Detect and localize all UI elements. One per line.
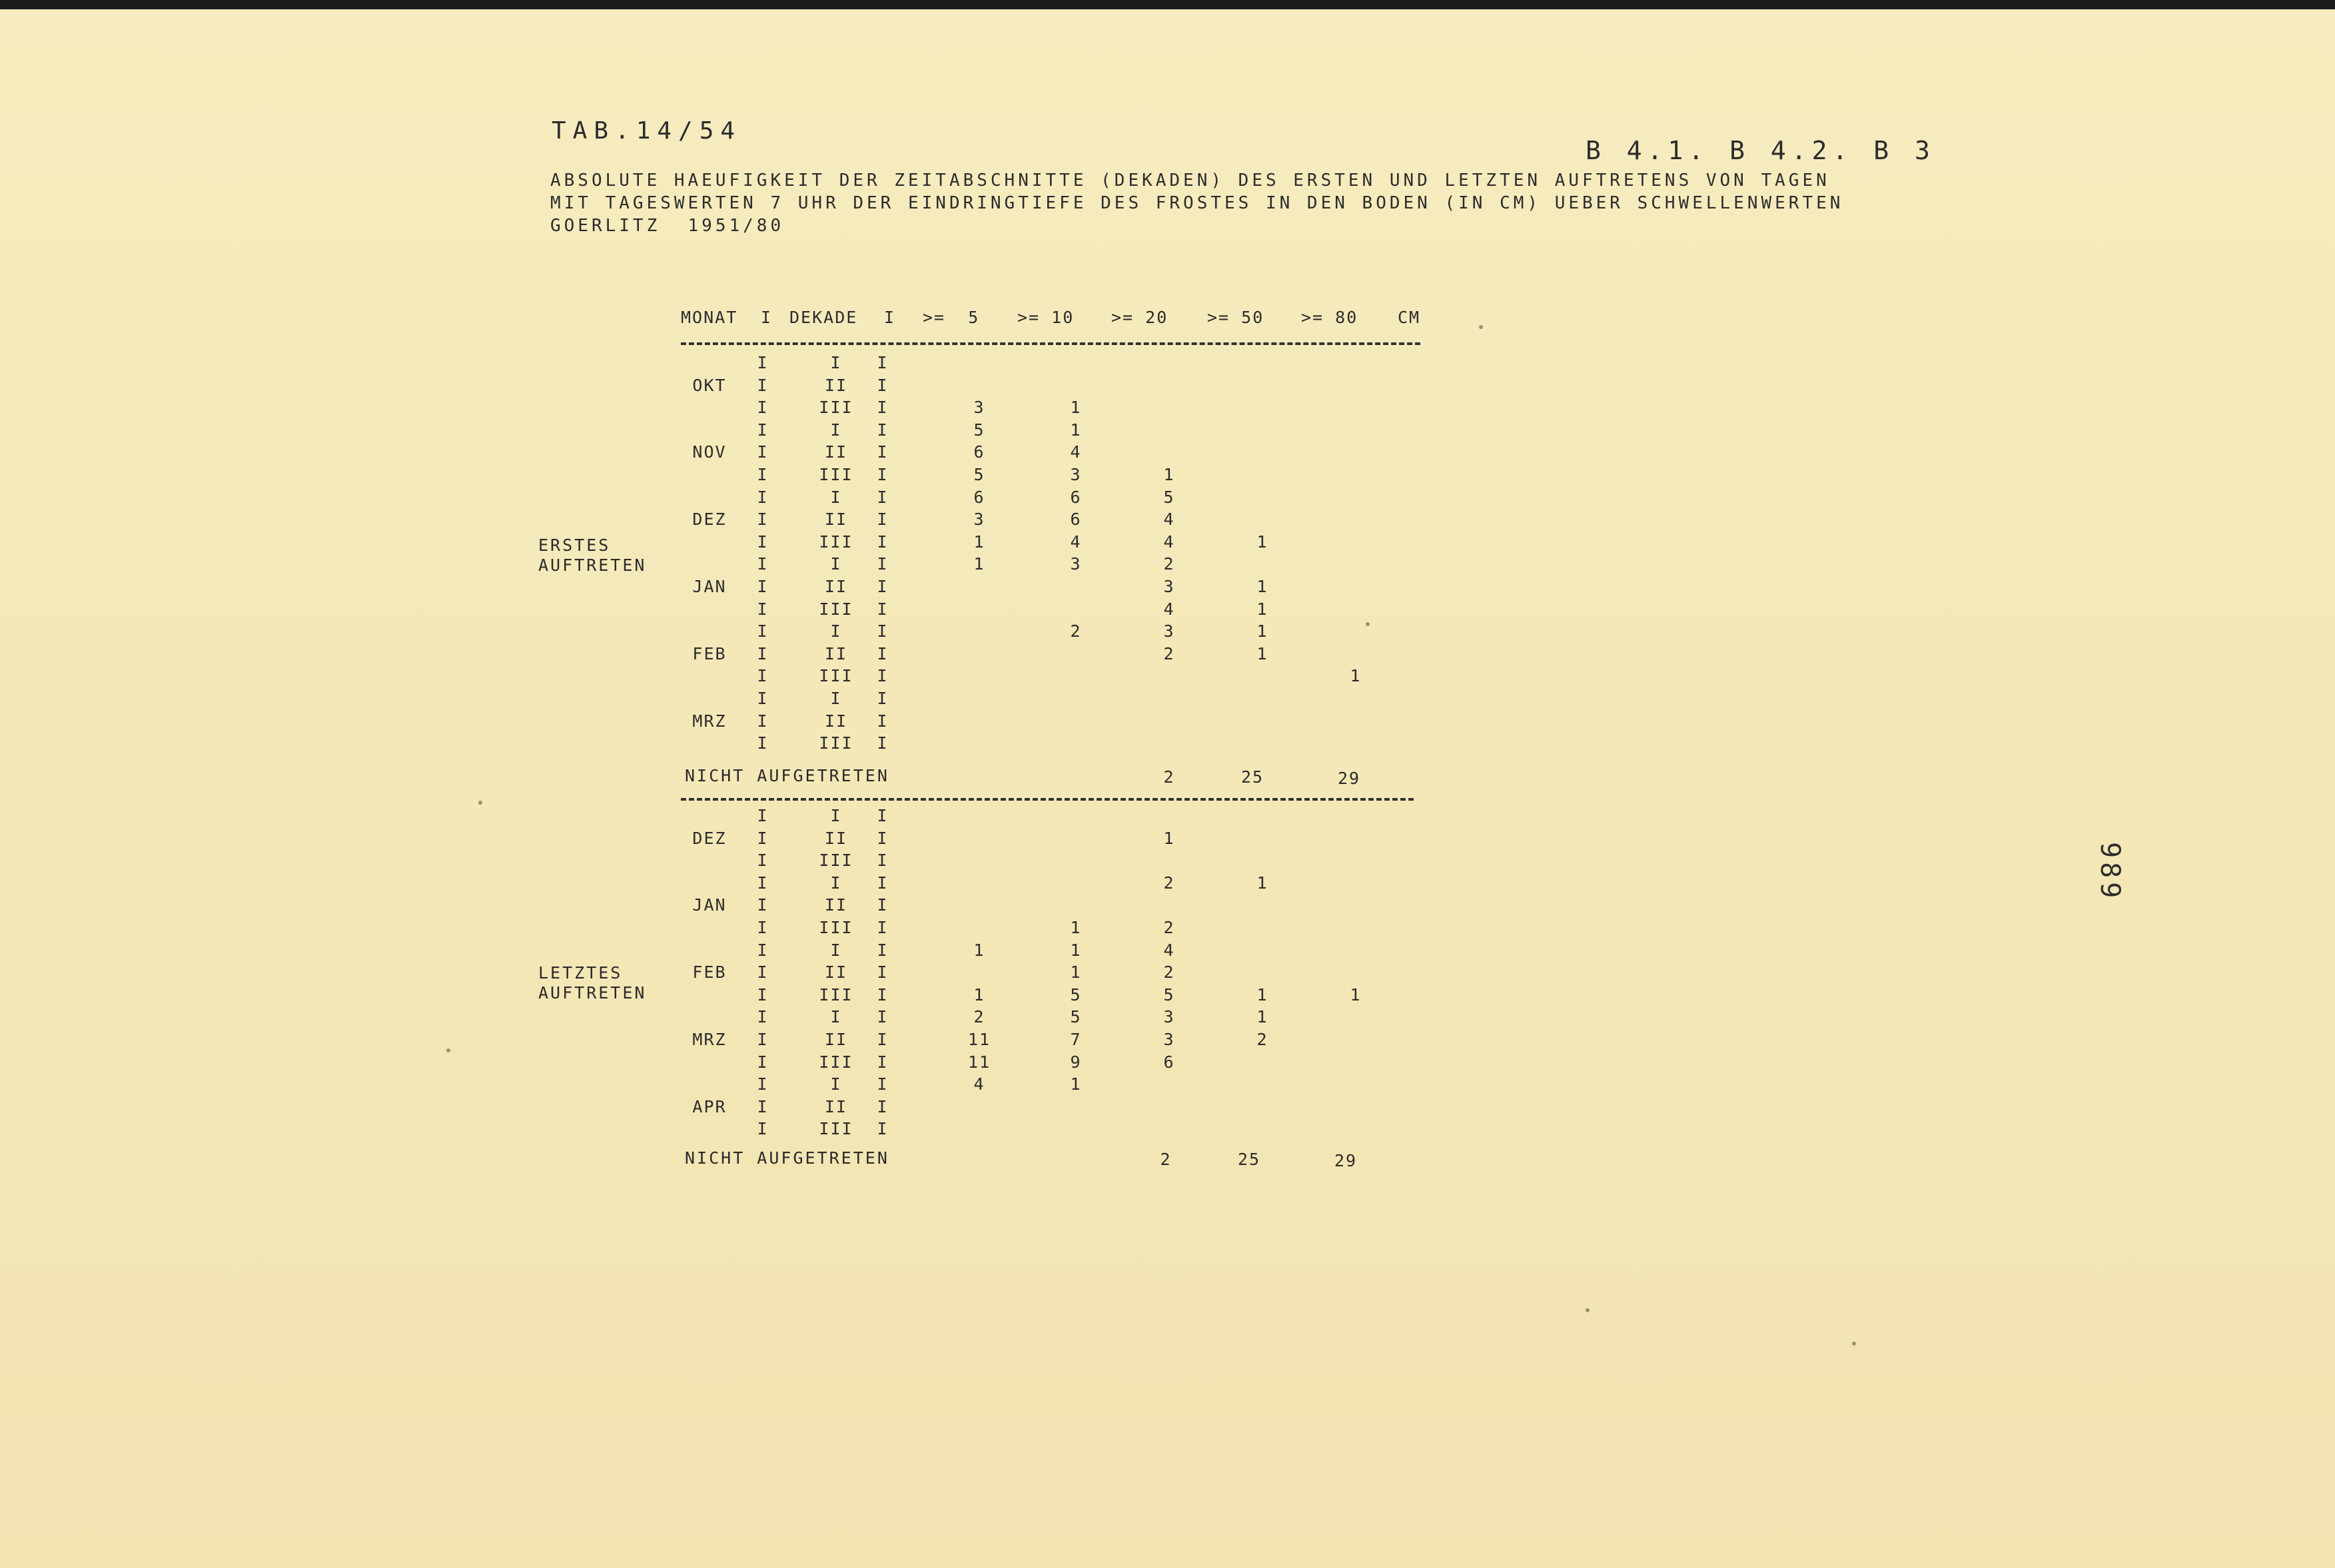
dekade-label: III (819, 984, 853, 1004)
column-separator: I (877, 733, 889, 753)
value-ge-10: 6 (1070, 510, 1082, 530)
column-separator: I (757, 918, 769, 937)
column-separator: I (757, 1007, 769, 1027)
dekade-label: I (830, 554, 842, 574)
header-dekade: DEKADE (789, 308, 858, 327)
table-row (0, 806, 1466, 829)
value-ge-50: 1 (1256, 873, 1268, 893)
dekade-label: I (830, 1074, 842, 1094)
header-unit: CM (1398, 308, 1421, 327)
table-row (0, 1119, 1466, 1142)
value-ge-10: 2 (1070, 621, 1082, 641)
value-ge-50: 1 (1256, 532, 1268, 552)
dekade-label: III (819, 918, 853, 937)
column-separator: I (877, 398, 889, 418)
table-row (0, 1007, 1466, 1030)
column-separator: I (877, 353, 889, 372)
table-row (0, 666, 1466, 689)
value-ge-50: 1 (1256, 599, 1268, 619)
nicht-aufgetreten-label: NICHT AUFGETRETEN (685, 766, 889, 785)
column-separator: I (757, 398, 769, 418)
value-ge-20: 5 (1163, 487, 1175, 507)
dekade-label: I (830, 353, 842, 372)
column-separator: I (757, 984, 769, 1004)
dekade-label: II (824, 643, 848, 663)
table-row (0, 599, 1466, 622)
column-separator: I (877, 895, 889, 915)
column-separator: I (757, 666, 769, 686)
dekade-label: I (830, 940, 842, 960)
table-row (0, 644, 1466, 667)
nicht-value-20: 2 (1160, 1150, 1172, 1169)
column-separator: I (757, 689, 769, 708)
column-separator: I (877, 621, 889, 641)
column-separator: I (877, 918, 889, 937)
table-row (0, 829, 1466, 851)
dekade-label: II (824, 375, 848, 395)
value-ge-10: 4 (1070, 442, 1082, 462)
value-ge-5: 3 (973, 510, 985, 530)
column-separator: I (877, 643, 889, 663)
table-row (0, 376, 1466, 398)
table-reference: TAB.14/54 (552, 117, 742, 145)
value-ge-20: 2 (1163, 873, 1175, 893)
dekade-label: III (819, 1052, 853, 1072)
column-separator: I (757, 532, 769, 552)
month-label: MRZ (692, 1030, 727, 1049)
table-row (0, 621, 1466, 644)
title-line-1: ABSOLUTE HAEUFIGKEIT DER ZEITABSCHNITTE (DEKADEN) DES ERSTEN UND LETZTEN AUFTRETENS VON TAGEN (550, 171, 1830, 191)
month-label: APR (692, 1096, 727, 1116)
column-separator: I (757, 643, 769, 663)
column-separator: I (877, 689, 889, 708)
column-separator: I (757, 963, 769, 982)
table-row (0, 689, 1466, 711)
table-row (0, 1097, 1466, 1120)
dekade-label: II (824, 963, 848, 982)
column-separator: I (757, 806, 769, 825)
column-separator: I (877, 532, 889, 552)
table-row (0, 895, 1466, 918)
month-label: MRZ (692, 711, 727, 731)
column-separator: I (877, 442, 889, 462)
column-separator: I (877, 940, 889, 960)
column-separator: I (757, 420, 769, 440)
column-separator: I (877, 1096, 889, 1116)
column-separator: I (757, 487, 769, 507)
table-row (0, 442, 1466, 465)
value-ge-5: 1 (973, 984, 985, 1004)
dekade-label: II (824, 1030, 848, 1049)
table-row (0, 711, 1466, 734)
value-ge-50: 1 (1256, 577, 1268, 596)
column-separator: I (757, 554, 769, 574)
column-separator: I (877, 554, 889, 574)
value-ge-20: 2 (1163, 918, 1175, 937)
value-ge-5: 6 (973, 442, 985, 462)
value-ge-10: 1 (1070, 940, 1082, 960)
month-label: JAN (692, 577, 727, 596)
header-col-20: >= 20 (1111, 308, 1168, 327)
nicht-value-80: 29 (1334, 1151, 1358, 1170)
table-row (0, 554, 1466, 577)
column-separator: I (877, 873, 889, 893)
value-ge-5: 2 (973, 1007, 985, 1027)
column-separator: I (877, 1074, 889, 1094)
value-ge-10: 7 (1070, 1030, 1082, 1049)
header-separator: I (884, 308, 896, 327)
table-row (0, 532, 1466, 555)
column-separator: I (877, 487, 889, 507)
column-separator: I (877, 599, 889, 619)
value-ge-10: 6 (1070, 487, 1082, 507)
column-separator: I (877, 963, 889, 982)
column-separator: I (757, 851, 769, 871)
header-monat: MONAT (681, 308, 738, 327)
value-ge-80: 1 (1350, 666, 1362, 686)
table-row (0, 918, 1466, 941)
value-ge-5: 1 (973, 554, 985, 574)
dekade-label: II (824, 577, 848, 596)
column-separator: I (757, 940, 769, 960)
value-ge-10: 1 (1070, 398, 1082, 418)
value-ge-20: 6 (1163, 1052, 1175, 1072)
value-ge-5: 5 (973, 465, 985, 484)
table-row (0, 398, 1466, 420)
value-ge-50: 1 (1256, 643, 1268, 663)
paper-speck (446, 1048, 450, 1052)
value-ge-5: 4 (973, 1074, 985, 1094)
column-separator: I (757, 621, 769, 641)
column-separator: I (877, 828, 889, 848)
column-separator: I (757, 1074, 769, 1094)
header-col-50: >= 50 (1207, 308, 1264, 327)
month-label: FEB (692, 643, 727, 663)
value-ge-20: 2 (1163, 643, 1175, 663)
month-label: OKT (692, 375, 727, 395)
value-ge-10: 3 (1070, 554, 1082, 574)
column-separator: I (757, 733, 769, 753)
paper-speck (478, 801, 482, 805)
dekade-label: II (824, 1096, 848, 1116)
dekade-label: III (819, 599, 853, 619)
value-ge-5: 6 (973, 487, 985, 507)
month-label: NOV (692, 442, 727, 462)
value-ge-10: 4 (1070, 532, 1082, 552)
title-line-3: GOERLITZ 1951/80 (550, 216, 785, 236)
table-row (0, 577, 1466, 599)
value-ge-10: 1 (1070, 1074, 1082, 1094)
header-col-80: >= 80 (1301, 308, 1358, 327)
value-ge-50: 1 (1256, 621, 1268, 641)
column-separator: I (757, 873, 769, 893)
header-col-10: >= 10 (1017, 308, 1075, 327)
column-separator: I (877, 711, 889, 731)
column-separator: I (757, 895, 769, 915)
header-separator: I (761, 308, 773, 327)
value-ge-20: 4 (1163, 940, 1175, 960)
nicht-value-50: 25 (1237, 1150, 1261, 1169)
value-ge-10: 1 (1070, 963, 1082, 982)
column-separator: I (877, 577, 889, 596)
nicht-aufgetreten-label: NICHT AUFGETRETEN (685, 1148, 889, 1168)
column-separator: I (877, 851, 889, 871)
table-row (0, 420, 1466, 443)
dekade-label: II (824, 828, 848, 848)
paper-speck (1586, 1308, 1590, 1312)
value-ge-20: 5 (1163, 984, 1175, 1004)
value-ge-20: 3 (1163, 577, 1175, 596)
value-ge-5: 11 (967, 1052, 991, 1072)
document-page (0, 9, 2335, 1568)
table-row (0, 465, 1466, 488)
value-ge-5: 5 (973, 420, 985, 440)
month-label: FEB (692, 963, 727, 982)
value-ge-10: 5 (1070, 984, 1082, 1004)
dekade-label: III (819, 532, 853, 552)
column-separator: I (757, 510, 769, 530)
value-ge-20: 4 (1163, 599, 1175, 619)
month-label: DEZ (692, 510, 727, 530)
section-label-letztes: LETZTES AUFTRETEN (538, 963, 647, 1002)
table-row (0, 1030, 1466, 1052)
table-row (0, 353, 1466, 376)
nicht-value-50: 25 (1240, 767, 1264, 787)
value-ge-20: 3 (1163, 1030, 1175, 1049)
title-line-2: MIT TAGESWERTEN 7 UHR DER EINDRINGTIEFE DES FROSTES IN DEN BODEN (IN CM) UEBER SCHWELLENWERTEN (550, 193, 1844, 213)
paper-speck (1366, 622, 1370, 626)
column-separator: I (757, 1119, 769, 1139)
dekade-label: III (819, 1119, 853, 1139)
dekade-label: II (824, 510, 848, 530)
value-ge-50: 1 (1256, 1007, 1268, 1027)
nicht-value-20: 2 (1163, 767, 1175, 787)
dekade-label: I (830, 806, 842, 825)
header-col-5: >= 5 (923, 308, 980, 327)
table-row (0, 851, 1466, 873)
column-separator: I (757, 711, 769, 731)
column-separator: I (877, 465, 889, 484)
column-separator: I (877, 1030, 889, 1049)
value-ge-20: 4 (1163, 510, 1175, 530)
value-ge-20: 4 (1163, 532, 1175, 552)
dekade-label: III (819, 398, 853, 418)
column-separator: I (877, 375, 889, 395)
table-row (0, 873, 1466, 896)
value-ge-10: 1 (1070, 918, 1082, 937)
table-row (0, 488, 1466, 510)
column-separator: I (757, 577, 769, 596)
section-rule (681, 798, 1414, 801)
column-separator: I (877, 806, 889, 825)
value-ge-5: 1 (973, 532, 985, 552)
month-label: JAN (692, 895, 727, 915)
dekade-label: III (819, 465, 853, 484)
value-ge-5: 11 (967, 1030, 991, 1049)
value-ge-20: 3 (1163, 621, 1175, 641)
page-number: 989 (2095, 842, 2125, 903)
value-ge-10: 1 (1070, 420, 1082, 440)
dekade-label: I (830, 873, 842, 893)
column-separator: I (877, 666, 889, 686)
value-ge-50: 1 (1256, 984, 1268, 1004)
table-row (0, 963, 1466, 985)
dekade-label: III (819, 666, 853, 686)
dekade-label: I (830, 621, 842, 641)
value-ge-10: 5 (1070, 1007, 1082, 1027)
value-ge-20: 3 (1163, 1007, 1175, 1027)
table-row (0, 1052, 1466, 1075)
table-row (0, 941, 1466, 963)
value-ge-80: 1 (1350, 984, 1362, 1004)
table-row (0, 1074, 1466, 1097)
value-ge-10: 9 (1070, 1052, 1082, 1072)
section-label-erstes: ERSTES AUFTRETEN (538, 536, 647, 575)
dekade-label: II (824, 895, 848, 915)
table-row (0, 510, 1466, 532)
dekade-label: I (830, 420, 842, 440)
dekade-label: II (824, 711, 848, 731)
dekade-label: I (830, 689, 842, 708)
dekade-label: III (819, 733, 853, 753)
column-separator: I (877, 510, 889, 530)
paper-speck (1852, 1342, 1856, 1346)
value-ge-5: 3 (973, 398, 985, 418)
value-ge-10: 3 (1070, 465, 1082, 484)
value-ge-5: 1 (973, 940, 985, 960)
table-row (0, 733, 1466, 756)
column-separator: I (877, 1007, 889, 1027)
column-separator: I (757, 353, 769, 372)
paper-speck (1479, 325, 1483, 329)
dekade-label: I (830, 1007, 842, 1027)
value-ge-20: 2 (1163, 554, 1175, 574)
column-separator: I (757, 1030, 769, 1049)
dekade-label: III (819, 851, 853, 871)
column-separator: I (757, 375, 769, 395)
column-separator: I (757, 442, 769, 462)
column-separator: I (757, 1052, 769, 1072)
value-ge-50: 2 (1256, 1030, 1268, 1049)
value-ge-20: 1 (1163, 465, 1175, 484)
header-rule (681, 342, 1420, 345)
table-row (0, 985, 1466, 1008)
nicht-value-80: 29 (1337, 769, 1361, 788)
dekade-label: I (830, 487, 842, 507)
column-separator: I (757, 1096, 769, 1116)
column-separator: I (757, 465, 769, 484)
value-ge-20: 1 (1163, 828, 1175, 848)
month-label: DEZ (692, 828, 727, 848)
column-separator: I (757, 828, 769, 848)
column-separator: I (757, 599, 769, 619)
column-separator: I (877, 420, 889, 440)
dekade-label: II (824, 442, 848, 462)
column-separator: I (877, 984, 889, 1004)
column-separator: I (877, 1119, 889, 1139)
value-ge-20: 2 (1163, 963, 1175, 982)
station-references: B 4.1. B 4.2. B 3 (1586, 136, 1935, 165)
column-separator: I (877, 1052, 889, 1072)
